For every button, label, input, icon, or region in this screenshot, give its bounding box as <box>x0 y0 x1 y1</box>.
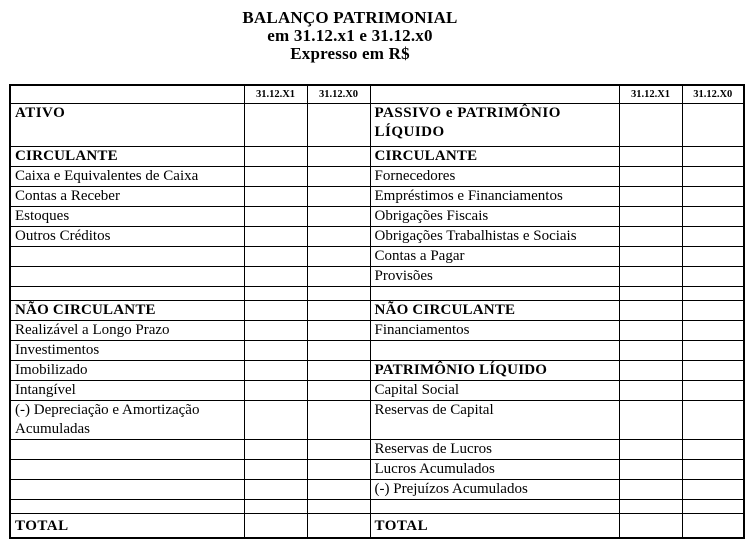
row-spacer <box>10 287 744 301</box>
account-label <box>10 267 244 287</box>
passivo-x1-value-cell <box>619 321 682 341</box>
account-label: Obrigações Trabalhistas e Sociais <box>370 227 619 247</box>
ativo-x1-value-cell <box>244 104 307 147</box>
row-provisoes <box>10 267 744 287</box>
ativo-x1-value-cell <box>244 401 307 440</box>
passivo-x1-value-cell <box>619 104 682 147</box>
account-label: Realizável a Longo Prazo <box>10 321 244 341</box>
passivo-x1-value-cell <box>619 341 682 361</box>
document-title <box>0 9 700 63</box>
title-line-currency: Expresso em R$ <box>290 44 410 63</box>
ativo-x0-value-cell <box>307 207 370 227</box>
passivo-x0-value-cell <box>682 167 744 187</box>
passivo-x1-header: 31.12.X1 <box>619 85 682 104</box>
ativo-x0-value-cell <box>307 361 370 381</box>
row-circulante <box>10 147 744 167</box>
account-label: Contas a Receber <box>10 187 244 207</box>
account-label <box>10 480 244 500</box>
row-depreciacao-reservas-capital <box>10 401 744 440</box>
ativo-x1-value-cell <box>244 341 307 361</box>
account-label <box>10 440 244 460</box>
passivo-x0-value-cell <box>682 401 744 440</box>
row-outros-creditos-obrigacoes-trabalhistas <box>10 227 744 247</box>
account-label: Outros Créditos <box>10 227 244 247</box>
passivo-x1-value-cell <box>619 301 682 321</box>
account-label: Imobilizado <box>10 361 244 381</box>
ativo-x0-value-cell <box>307 460 370 480</box>
passivo-x1-value-cell <box>619 207 682 227</box>
account-label <box>370 341 619 361</box>
row-imobilizado-patrimonio-liquido <box>10 361 744 381</box>
ativo-x1-value-cell <box>244 187 307 207</box>
ativo-x1-value-cell <box>244 247 307 267</box>
ativo-x0-value-cell <box>307 267 370 287</box>
row-prejuizos-acumulados <box>10 480 744 500</box>
row-caixa-fornecedores <box>10 167 744 187</box>
ativo-x0-value-cell <box>307 381 370 401</box>
account-label: Provisões <box>370 267 619 287</box>
empty-header-cell <box>370 85 619 104</box>
passivo-x0-value-cell <box>682 480 744 500</box>
passivo-x0-total-cell <box>682 514 744 539</box>
ativo-x0-value-cell <box>307 227 370 247</box>
passivo-x1-value-cell <box>619 187 682 207</box>
account-label: Reservas de Capital <box>370 401 619 440</box>
account-label: CIRCULANTE <box>10 147 244 167</box>
row-estoques-obrigacoes-fiscais <box>10 207 744 227</box>
account-label: NÃO CIRCULANTE <box>10 301 244 321</box>
row-realizavel-financiamentos <box>10 321 744 341</box>
passivo-x0-value-cell <box>682 341 744 361</box>
row-contas-receber-emprestimos <box>10 187 744 207</box>
account-label: Contas a Pagar <box>370 247 619 267</box>
account-label: Estoques <box>10 207 244 227</box>
passivo-x1-value-cell <box>619 287 682 301</box>
account-label: (-) Depreciação e Amortização Acumuladas <box>10 401 244 440</box>
passivo-x0-value-cell <box>682 247 744 267</box>
ativo-total-label: TOTAL <box>10 514 244 539</box>
ativo-x0-value-cell <box>307 104 370 147</box>
passivo-x0-value-cell <box>682 381 744 401</box>
row-nao-circulante <box>10 301 744 321</box>
empty-header-cell <box>10 85 244 104</box>
passivo-section-label: PASSIVO e PATRIMÔNIO LÍQUIDO <box>370 104 619 147</box>
ativo-x0-value-cell <box>307 247 370 267</box>
account-label: Financiamentos <box>370 321 619 341</box>
ativo-x0-value-cell <box>307 301 370 321</box>
row-ativo-passivo <box>10 104 744 147</box>
account-label: PATRIMÔNIO LÍQUIDO <box>370 361 619 381</box>
passivo-x1-value-cell <box>619 267 682 287</box>
ativo-x0-value-cell <box>307 480 370 500</box>
passivo-x0-value-cell <box>682 267 744 287</box>
passivo-x1-value-cell <box>619 361 682 381</box>
account-label: Capital Social <box>370 381 619 401</box>
ativo-x0-total-cell <box>307 514 370 539</box>
row-total <box>10 514 744 539</box>
account-label <box>370 500 619 514</box>
passivo-x1-value-cell <box>619 460 682 480</box>
passivo-x1-value-cell <box>619 401 682 440</box>
account-label: Empréstimos e Financiamentos <box>370 187 619 207</box>
row-reservas-lucros <box>10 440 744 460</box>
passivo-x1-value-cell <box>619 381 682 401</box>
account-label <box>10 247 244 267</box>
ativo-section-label: ATIVO <box>10 104 244 147</box>
passivo-x0-value-cell <box>682 500 744 514</box>
passivo-x1-total-cell <box>619 514 682 539</box>
account-label: Lucros Acumulados <box>370 460 619 480</box>
account-label: Fornecedores <box>370 167 619 187</box>
ativo-x0-value-cell <box>307 287 370 301</box>
account-label <box>370 287 619 301</box>
passivo-x1-value-cell <box>619 147 682 167</box>
passivo-x0-value-cell <box>682 321 744 341</box>
ativo-x1-value-cell <box>244 381 307 401</box>
row-contas-pagar <box>10 247 744 267</box>
passivo-x0-value-cell <box>682 460 744 480</box>
passivo-x0-value-cell <box>682 187 744 207</box>
account-label: CIRCULANTE <box>370 147 619 167</box>
ativo-x0-value-cell <box>307 187 370 207</box>
passivo-x0-value-cell <box>682 147 744 167</box>
row-spacer <box>10 500 744 514</box>
ativo-x1-value-cell <box>244 480 307 500</box>
ativo-x0-value-cell <box>307 401 370 440</box>
account-label <box>10 500 244 514</box>
passivo-x1-value-cell <box>619 500 682 514</box>
account-label: Investimentos <box>10 341 244 361</box>
passivo-x0-value-cell <box>682 440 744 460</box>
account-label <box>10 460 244 480</box>
passivo-x0-value-cell <box>682 227 744 247</box>
account-label <box>10 287 244 301</box>
row-lucros-acumulados <box>10 460 744 480</box>
ativo-x0-value-cell <box>307 500 370 514</box>
ativo-x1-header: 31.12.X1 <box>244 85 307 104</box>
ativo-x1-value-cell <box>244 287 307 301</box>
passivo-x0-value-cell <box>682 207 744 227</box>
date-header-row <box>10 85 744 104</box>
passivo-x0-value-cell <box>682 287 744 301</box>
ativo-x0-value-cell <box>307 440 370 460</box>
passivo-total-label: TOTAL <box>370 514 619 539</box>
ativo-x1-value-cell <box>244 227 307 247</box>
account-label: NÃO CIRCULANTE <box>370 301 619 321</box>
ativo-x1-value-cell <box>244 321 307 341</box>
passivo-x1-value-cell <box>619 227 682 247</box>
ativo-x0-value-cell <box>307 341 370 361</box>
ativo-x1-value-cell <box>244 460 307 480</box>
ativo-x0-header: 31.12.X0 <box>307 85 370 104</box>
ativo-x1-value-cell <box>244 500 307 514</box>
passivo-x0-value-cell <box>682 361 744 381</box>
row-investimentos <box>10 341 744 361</box>
ativo-x1-value-cell <box>244 147 307 167</box>
passivo-x1-value-cell <box>619 167 682 187</box>
ativo-x1-value-cell <box>244 301 307 321</box>
title-line-dates: em 31.12.x1 e 31.12.x0 <box>267 26 433 45</box>
balance-sheet-table <box>9 84 745 539</box>
passivo-x1-value-cell <box>619 440 682 460</box>
row-intangivel-capital-social <box>10 381 744 401</box>
ativo-x1-value-cell <box>244 207 307 227</box>
ativo-x1-value-cell <box>244 167 307 187</box>
account-label: (-) Prejuízos Acumulados <box>370 480 619 500</box>
account-label: Caixa e Equivalentes de Caixa <box>10 167 244 187</box>
ativo-x1-value-cell <box>244 440 307 460</box>
account-label: Reservas de Lucros <box>370 440 619 460</box>
ativo-x1-value-cell <box>244 361 307 381</box>
ativo-x1-total-cell <box>244 514 307 539</box>
passivo-x0-value-cell <box>682 301 744 321</box>
ativo-x0-value-cell <box>307 167 370 187</box>
ativo-x1-value-cell <box>244 267 307 287</box>
account-label: Intangível <box>10 381 244 401</box>
passivo-x0-value-cell <box>682 104 744 147</box>
title-line-main: BALANÇO PATRIMONIAL <box>242 8 458 27</box>
ativo-x0-value-cell <box>307 147 370 167</box>
passivo-x1-value-cell <box>619 247 682 267</box>
passivo-x1-value-cell <box>619 480 682 500</box>
passivo-x0-header: 31.12.X0 <box>682 85 744 104</box>
account-label: Obrigações Fiscais <box>370 207 619 227</box>
ativo-x0-value-cell <box>307 321 370 341</box>
